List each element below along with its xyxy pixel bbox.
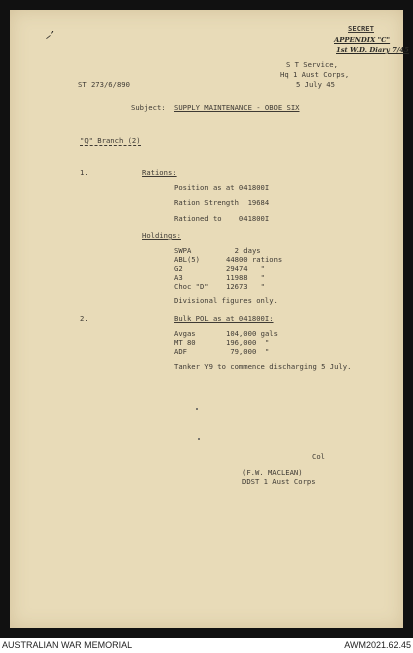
document-reference: ST 273/6/890 xyxy=(78,80,130,89)
section-2-number: 2. xyxy=(80,314,89,323)
pol-qty: 79,000 " xyxy=(226,347,270,356)
classification-stamp: SECRET xyxy=(348,24,374,33)
originator-line-1: S T Service, xyxy=(286,60,338,69)
holdings-note: Divisional figures only. xyxy=(174,296,278,305)
signature-name: (F.W. MACLEAN) xyxy=(242,468,303,477)
rations-heading: Rations: xyxy=(142,168,177,177)
holding-qty: 29474 " xyxy=(226,264,265,273)
pol-qty: 104,000 gals xyxy=(226,329,278,338)
holding-qty: 12673 " xyxy=(226,282,265,291)
holding-item: G2 xyxy=(174,264,183,273)
pol-item: MT 80 xyxy=(174,338,196,347)
holding-qty: 2 days xyxy=(226,246,261,255)
signature-rank: Col xyxy=(312,452,325,461)
bulk-pol-heading: Bulk POL as at 041800I: xyxy=(174,314,274,323)
footer-accession: AWM2021.62.45 xyxy=(344,640,411,650)
subject-label: Subject: xyxy=(131,103,166,112)
footer-credit: AUSTRALIAN WAR MEMORIAL xyxy=(2,640,133,650)
holding-item: A3 xyxy=(174,273,183,282)
branch-heading: "Q" Branch (2) xyxy=(80,136,141,145)
holding-item: Choc "D" xyxy=(174,282,209,291)
rations-line: Position as at 041800I xyxy=(174,183,270,192)
holding-item: SWPA xyxy=(174,246,192,255)
rations-line: Ration Strength 19684 xyxy=(174,198,270,207)
document-date: 5 July 45 xyxy=(296,80,335,89)
document-page xyxy=(10,10,409,628)
signature-title: DDST 1 Aust Corps xyxy=(242,477,316,486)
pol-item: Avgas xyxy=(174,329,196,338)
originator-line-2: Hq 1 Aust Corps, xyxy=(280,70,350,79)
appendix-annotation: APPENDIX "C" xyxy=(334,36,391,44)
pol-note: Tanker Y9 to commence discharging 5 July. xyxy=(174,362,352,371)
pencil-mark: ⸝ʼ xyxy=(46,31,54,41)
pol-qty: 196,000 " xyxy=(226,338,270,347)
rations-line: Rationed to 041800I xyxy=(174,214,270,223)
paper-speck xyxy=(198,438,200,440)
holding-item: ABL(5) xyxy=(174,255,200,264)
war-diary-annotation: 1st W.D. Diary 7/45 xyxy=(336,46,409,54)
pol-item: ADF xyxy=(174,347,187,356)
holdings-heading: Holdings: xyxy=(142,231,181,240)
holding-qty: 11988 " xyxy=(226,273,265,282)
holding-qty: 44800 rations xyxy=(226,255,283,264)
section-1-number: 1. xyxy=(80,168,89,177)
subject-text: SUPPLY MAINTENANCE - OBOE SIX xyxy=(174,103,300,112)
paper-speck xyxy=(196,408,198,410)
